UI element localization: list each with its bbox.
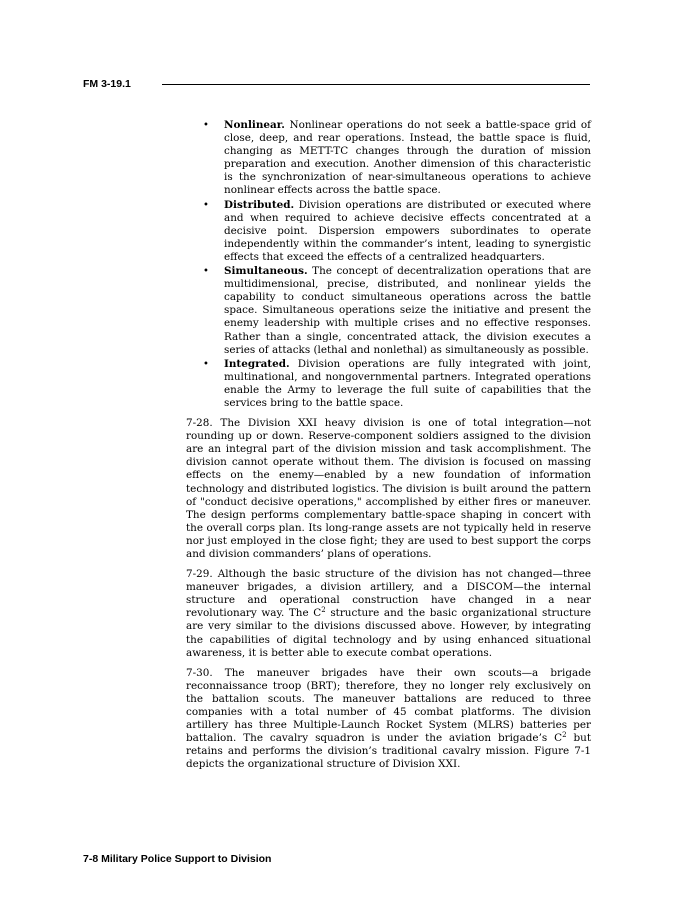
bullet-icon: •: [203, 266, 209, 278]
characteristics-list: [186, 119, 591, 410]
page-footer: 7-8 Military Police Support to Division: [83, 853, 272, 865]
list-item: [186, 358, 591, 410]
bullet-text: Division operations are distributed or executed where and when required to achieve decisive effects concentrated at a decisive point. Dispersion empowers subordinates to operate independently within the commander’s intent, leading to synergistic effects that exceed the effects of a centralized headquarters.: [224, 198, 591, 263]
paragraph-text: structure and the basic organizational structure are very similar to the divisions discussed above. However, by integrating the capabilities of digital technology and by using enhanced situational awareness, it is better able to execute combat operations.: [186, 607, 592, 659]
bullet-icon: •: [203, 199, 209, 211]
manual-code: FM 3-19.1: [83, 78, 131, 90]
superscript: 2: [562, 731, 567, 740]
bullet-icon: •: [203, 120, 209, 131]
list-item: [186, 119, 591, 198]
bullet-text: The concept of decentralization operations that are multidimensional, precise, distributed, and nonlinear yields the capability to conduct simultaneous operations across the battle space. Simultaneous operations seize the initiative and present the enemy leadership with multiple crises and no effective responses. Rather than a single, concentrated attack, the division executes a series of attacks (lethal and nonlethal) as simultaneously as possible.: [224, 265, 591, 356]
bullet-text: Nonlinear operations do not seek a battle-space grid of close, deep, and rear operations. Instead, the battle space is fluid, changing as METT-TC changes through the duration of mission preparation and execution. Another dimension of this characteristic is the synchronization of near-simultaneous operations to achieve nonlinear effects across the battle space.: [224, 119, 591, 197]
page-body: [186, 119, 591, 772]
paragraph-text: 7-29. Although the basic structure of the division has not changed—three maneuver brigades, a division artillery, and a DISCOM—the internal structure and operational construction have changed in a near revolutionary way. The C: [186, 568, 591, 620]
superscript: 2: [321, 606, 326, 615]
list-item: [186, 199, 591, 264]
bullet-term: Nonlinear.: [224, 119, 285, 131]
header-rule: [162, 84, 590, 85]
bullet-term: Distributed.: [224, 198, 295, 211]
bullet-term: Simultaneous.: [224, 265, 308, 278]
paragraph-7-29: [186, 568, 591, 660]
paragraph-text: 7-30. The maneuver brigades have their own scouts—a brigade reconnaissance troop (BRT); therefore, they no longer rely exclusively on the battalion scouts. The maneuver battalions are reduced to three companies with a total number of 45 combat platforms. The division artillery has three Multiple-Launch Rocket System (MLRS) batteries per battalion. The cavalry squadron is under the aviation brigade’s C: [186, 666, 591, 745]
bullet-text: Division operations are fully integrated with joint, multinational, and nongovernmental partners. Integrated operations enable the Army to leverage the full suite of capabilities that the services bring to the battle space.: [224, 357, 591, 409]
bullet-term: Integrated.: [224, 357, 290, 370]
paragraph-7-28: 7-28. The Division XXI heavy division is one of total integration—not rounding up or down. Reserve-component soldiers assigned to the division are an integral part of the division mission and task accomplishment. The division cannot operate without them. The division is focused on massing effects on the enemy—enabled by a new foundation of information technology and distributed logistics. The division is built around the pattern of "conduct decisive operations," accomplished by either fires or maneuver. The design performs complementary battle-space shaping in concert with the overall corps plan. Its long-range assets are not typically held in reserve nor just employed in the close fight; they are used to best support the corps and division commanders’ plans of operations.: [186, 417, 591, 560]
list-item: [186, 265, 591, 357]
paragraph-text: but retains and performs the division’s traditional cavalry mission. Figure 7-1 depicts the organizational structure of Division XXI.: [186, 732, 591, 771]
paragraph-7-30: [186, 667, 591, 772]
bullet-icon: •: [203, 358, 209, 370]
